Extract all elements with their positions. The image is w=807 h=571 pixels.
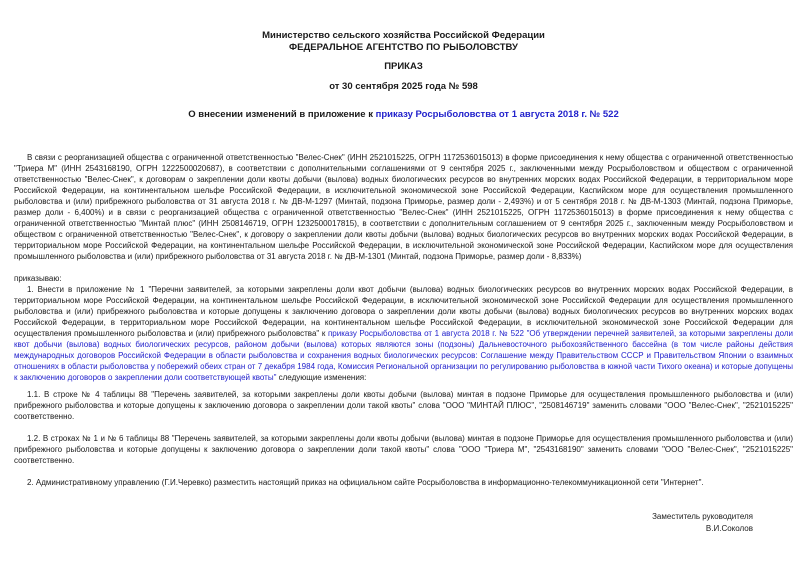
order-522-body-link[interactable]: приказу Росрыболовства от 1 августа 2018 г. № 522 "Об утверждении перечней заявителей, за которыми закреплены доли квот добычи (вылова) водных биологических ресурсов, районом добычи (вылова) которых являются зоны (подзоны) Дальневосточного рыбохозяйственного бассейна (в том числе районы действия международных договоров Российской Федерации в области рыболовства и сохранения водных биологических ресурсов: Соглашение между Правительством СССР и Правительством Японии о взаимных отношениях в области рыболовства у побережий обеих стран от 7 декабря 1984 года, Комиссия Региональной организации по регулированию рыболовства в южной части Тихого океана) и которые допущены к заключению договоров о закреплении доли соответствующей квоты" [14, 329, 794, 382]
item-1-2-paragraph: 1.2. В строках № 1 и № 6 таблицы 88 "Перечень заявителей, за которыми закреплены доли квоты добычи (вылова) минтая в подзоне Приморье для осуществления промышленного рыболовства и (или) прибрежного рыболовства и которые допущены к заключению договора о закреплении доли такой квоты" слова "ООО "Триера М", "2543168190" заменить словами "ООО "Велес-Снек", "2521015225" соответственно. [14, 434, 793, 465]
item-1-1-paragraph: 1.1. В строке № 4 таблицы 88 "Перечень заявителей, за которыми закреплены доли квоты добычи (вылова) минтая в подзоне Приморье для осуществления промышленного рыболовства и (или) прибрежного рыболовства и которые допущены к заключению договора о закреплении доли такой квоты" слова "ООО "МИНТАЙ ПЛЮС", "2508146719" заменить словами "ООО "Велес-Снек", "2521015225" соответственно. [14, 390, 793, 421]
item-2-paragraph: 2. Административному управлению (Г.И.Черевко) разместить настоящий приказ на официальном сайте Росрыболовства в информационно-телекоммуникационной сети "Интернет". [27, 478, 704, 487]
signature-block [14, 511, 793, 535]
signer-name: В.И.Соколов [705, 524, 753, 533]
agency-name: ФЕДЕРАЛЬНОЕ АГЕНТСТВО ПО РЫБОЛОВСТВУ [289, 42, 518, 53]
item-1-paragraph [14, 284, 793, 383]
document-title-text: О внесении изменений в приложение к [188, 109, 376, 120]
preamble-paragraph: В связи с реорганизацией общества с ограниченной ответственностью "Велес-Снек" (ИНН 2521015225, ОГРН 1172536015013) в форме присоединения к нему общества с ограниченной ответственностью "Триера М" (ИНН 2543168190, ОГРН 1222500020687), в соответствии с дополнительными соглашениями от 9 сентября 2025 г., заключенными между Росрыболовством и обществом с ограниченной ответственностью "Велес-Снек", к договорам о закреплении доли квоты добычи (вылова) водных биологических ресурсов во внутренних морских водах Российской Федерации, в территориальном море Российской Федерации, на континентальном шельфе Российской Федерации, в исключительной экономической зоне Российской Федерации, Каспийском море для осуществления промышленного рыболовства и (или) прибрежного рыболовства от 31 августа 2018 г. № ДВ-М-1297 (Минтай, подзона Приморье, размер доли - 2,493%) и от 5 сентября 2018 г. № ДВ-М-1303 (Минтай, подзона Приморье, размер доли - 6,400%) и в связи с реорганизацией общества с ограниченной ответственностью "Велес-Снек" (ИНН 2521015225, ОГРН 1172536015013) в форме присоединения к нему общества с ограниченной ответственностью "Минтай плюс" (ИНН 2508146719, ОГРН 1232500017815), в соответствии с дополнительным соглашением от 9 сентября 2025 г., заключенным между Росрыболовством и обществом с ограниченной ответственностью "Велес-Снек", к договору о закреплении доли квоты добычи (вылова) водных биологических ресурсов во внутренних морских водах Российской Федерации, в территориальном море Российской Федерации, на континентальном шельфе Российской Федерации, в исключительной экономической зоне Российской Федерации, Каспийском море для осуществления промышленного рыболовства и (или) прибрежного рыболовства от 31 августа 2018 г. № ДВ-М-1301 (Минтай, подзона Приморье, размер доли - 8,833%) [14, 153, 793, 261]
order-522-title-link[interactable]: приказу Росрыболовства от 1 августа 2018 г. № 522 [375, 109, 619, 120]
signer-position: Заместитель руководителя [652, 512, 753, 521]
ministry-name: Министерство сельского хозяйства Российской Федерации [262, 30, 545, 41]
document-body [14, 152, 793, 488]
document-header [14, 30, 793, 93]
document-type: ПРИКАЗ [384, 61, 423, 72]
item-1-text: 1. Внести в приложение № 1 "Перечни заявителей, за которыми закреплены доли квот добычи (вылова) водных биологических ресурсов во внутренних морских водах Российской Федерации, в территориальном море Российской Федерации, на континентальном шельфе Российской Федерации, в исключительной экономической зоне Российской Федерации для осуществления промышленного рыболовства и (или) прибрежного рыболовства и которые допущены к заключению договора о закреплении доли квоты добычи (вылова) водных биологических ресурсов во внутренних морских водах Российской Федерации, в территориальном море Российской Федерации, на континентальном шельфе Российской Федерации, в исключительной экономической зоне Российской Федерации для осуществления промышленного рыболовства и (или) прибрежного рыболовства" к [14, 285, 793, 338]
item-1-tail: следующие изменения: [276, 373, 367, 382]
resolution-word: приказываю: [14, 274, 62, 283]
document-date-number: от 30 сентября 2025 года № 598 [329, 81, 478, 92]
document-title [14, 109, 793, 121]
